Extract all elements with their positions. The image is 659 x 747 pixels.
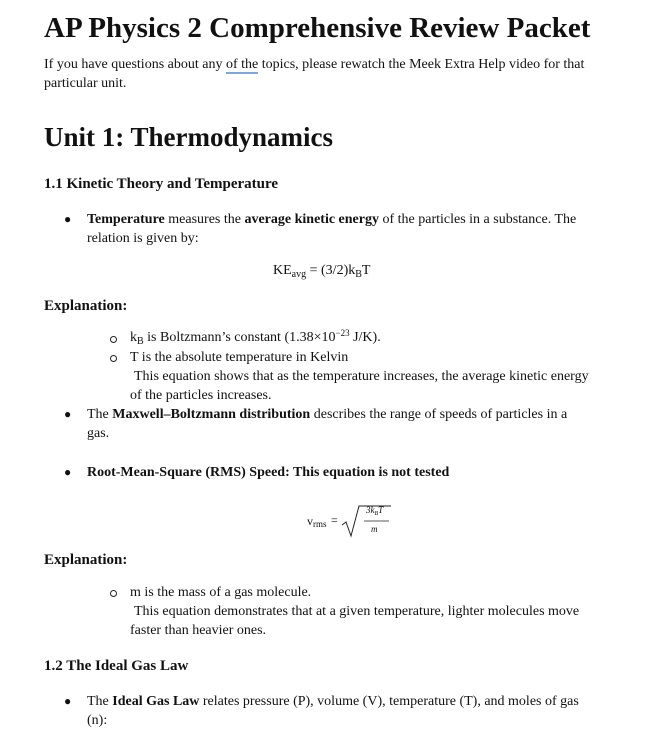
maxwell-boltzmann-bullet: [87, 405, 567, 425]
bullet-dot: ●: [64, 212, 72, 226]
intro-line-1: [44, 55, 584, 75]
kinetic-energy-formula: [273, 263, 370, 279]
igl-text-pre: The: [87, 694, 113, 709]
mass-note-line-2: faster than heavier ones.: [130, 623, 267, 638]
maxwell-boltzmann-term: Maxwell–Boltzmann distribution: [112, 407, 311, 422]
temperature-bullet-line-2: relation is given by:: [87, 231, 199, 246]
kb-subscript: B: [137, 336, 144, 347]
temperature-kelvin-item: T is the absolute temperature in Kelvin: [130, 350, 349, 365]
mb-text-rest: describes the range of speeds of particles in a: [310, 407, 568, 422]
explanation-label: Explanation:: [44, 552, 128, 568]
average-kinetic-energy-term: average kinetic energy: [244, 212, 379, 227]
ke-mid: = (3/2)k: [306, 263, 356, 278]
ideal-gas-law-bullet: [87, 692, 579, 712]
section-heading-1-2: 1.2 The Ideal Gas Law: [44, 658, 189, 674]
boltzmann-constant-item: [130, 328, 381, 349]
maxwell-boltzmann-bullet-line-2: gas.: [87, 426, 110, 441]
sub-bullet-circle: [110, 355, 117, 362]
ke-lhs: KE: [273, 263, 292, 278]
page-title: AP Physics 2 Comprehensive Review Packet: [44, 12, 591, 44]
section-heading-1-1: 1.1 Kinetic Theory and Temperature: [44, 176, 279, 192]
unit-heading: Unit 1: Thermodynamics: [44, 122, 334, 152]
bullet-dot: ●: [64, 407, 72, 421]
kb-unit: J/K).: [349, 330, 381, 345]
bullet-dot: ●: [64, 694, 72, 708]
vrms-lhs: [307, 514, 327, 529]
intro-text-post: topics, please rewatch the Meek Extra Help video for that: [258, 57, 585, 72]
temperature-note-line-2: of the particles increases.: [130, 388, 272, 403]
mass-item: m is the mass of a gas molecule.: [130, 585, 312, 600]
intro-line-2: particular unit.: [44, 76, 127, 91]
spelling-flag[interactable]: of the: [225, 57, 259, 72]
vrms-symbol: v: [307, 514, 313, 528]
ke-end: T: [361, 263, 371, 278]
sub-bullet-circle: [110, 590, 117, 597]
ideal-gas-law-bullet-line-2: (n):: [87, 713, 108, 728]
ke-boltzmann-subscript: B: [355, 269, 362, 280]
rms-speed-bullet: Root-Mean-Square (RMS) Speed: This equation is not tested: [87, 465, 450, 480]
explanation-label: Explanation:: [44, 298, 128, 314]
rms-num-subscript: B: [374, 511, 379, 517]
rms-numerator: [366, 505, 383, 515]
mb-text-pre: The: [87, 407, 113, 422]
rms-num-3k: 3k: [366, 505, 375, 515]
igl-text-rest: relates pressure (P), volume (V), temperature (T), and moles of gas: [199, 694, 579, 709]
rms-denominator: m: [371, 524, 378, 534]
ideal-gas-law-term: Ideal Gas Law: [112, 694, 200, 709]
temperature-term: Temperature: [87, 212, 165, 227]
temperature-text-rest: of the particles in a substance. The: [378, 212, 577, 227]
temperature-note-line-1: This equation shows that as the temperature increases, the average kinetic energy: [134, 369, 589, 384]
mass-note-line-1: This equation demonstrates that at a given temperature, lighter molecules move: [134, 604, 580, 619]
rms-num-t: T: [378, 505, 384, 515]
ke-lhs-subscript: avg: [291, 269, 307, 280]
temperature-text-mid: measures the: [164, 212, 245, 227]
vrms-subscript: rms: [313, 519, 327, 529]
intro-text-pre: If you have questions about any: [44, 57, 226, 72]
equals-sign: =: [331, 513, 338, 527]
kb-text: is Boltzmann’s constant (1.38×10: [143, 330, 336, 345]
kb-exponent: −23: [335, 328, 350, 338]
kb-symbol: k: [130, 330, 137, 345]
rms-speed-formula: [307, 502, 397, 542]
temperature-bullet: [87, 210, 576, 230]
sub-bullet-circle: [110, 336, 117, 343]
bullet-dot: ●: [64, 465, 72, 479]
